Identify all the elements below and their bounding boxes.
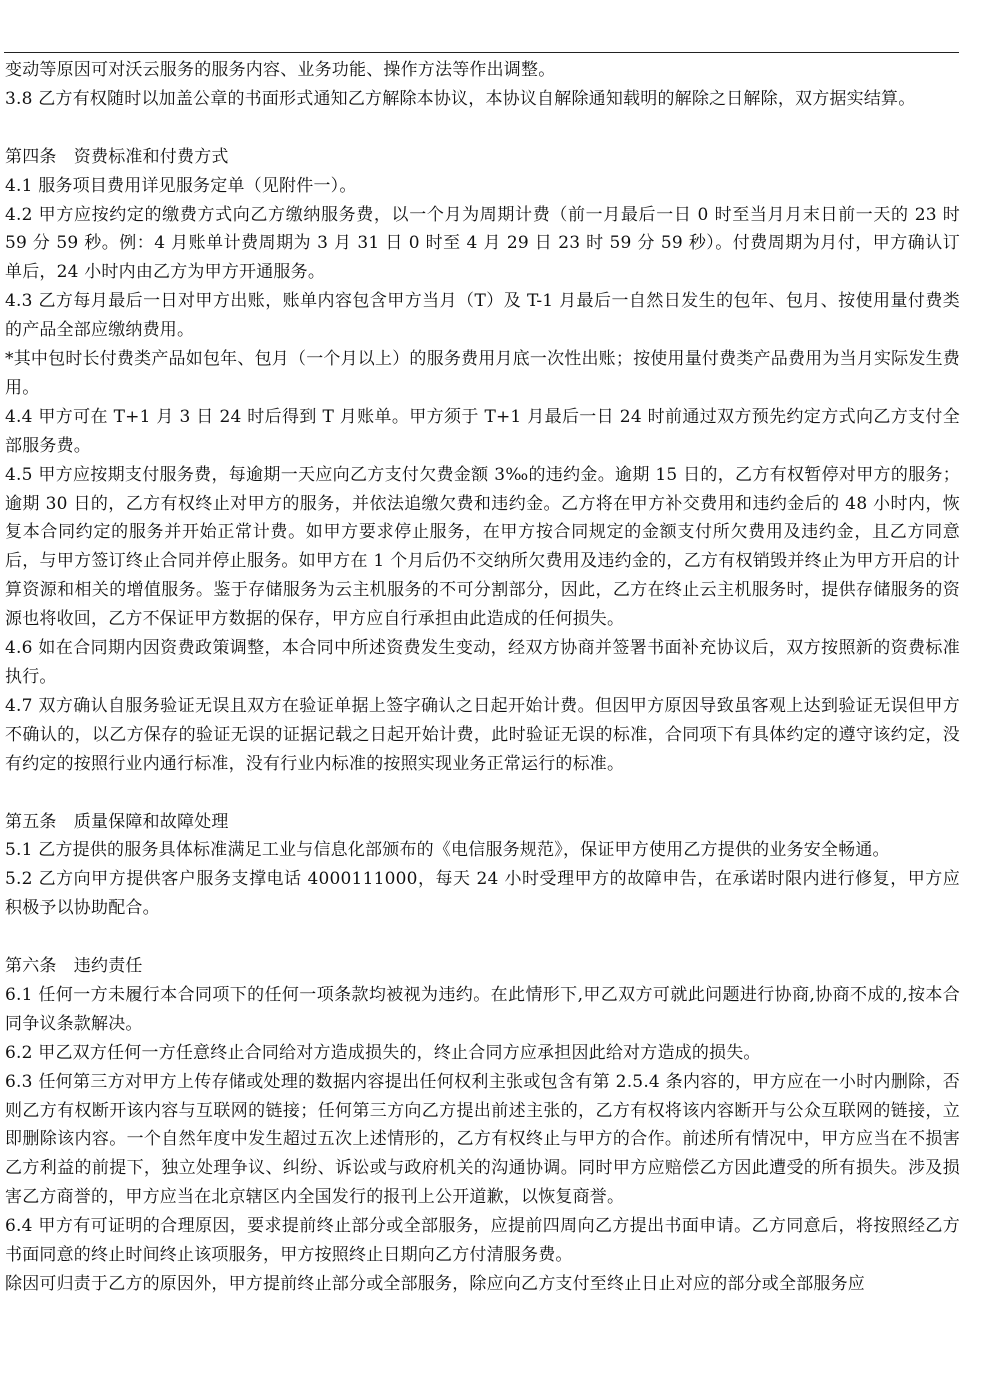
header-rule	[4, 52, 959, 53]
blank-line	[5, 779, 960, 808]
blank-line	[5, 923, 960, 952]
paragraph-4-3-note: *其中包时长付费类产品如包年、包月（一个月以上）的服务费用月底一次性出账；按使用量付费类产品费用为当月实际发生费用。	[5, 349, 960, 398]
paragraph-4-7: 4.7 双方确认自服务验证无误且双方在验证单据上签字确认之日起开始计费。但因甲方原因导致虽客观上达到验证无误但甲方不确认的，以乙方保存的验证无误的证据记载之日起开始计费，此时验证无误的标准，合同项下有具体约定的遵守该约定，没有约定的按照行业内通行标准，没有行业内标准的按照实现业务正常运行的标准。	[5, 695, 960, 774]
paragraph-4-1: 4.1 服务项目费用详见服务定单（见附件一）。	[5, 175, 357, 196]
paragraph-4-5: 4.5 甲方应按期支付服务费，每逾期一天应向乙方支付欠费金额 3‰的违约金。逾期 15 日的，乙方有权暂停对甲方的服务；逾期 30 日的，乙方有权终止对甲方的服务，并依法追缴欠费和违约金。乙方将在甲方补交费用和违约金后的 48 小时内，恢复本合同约定的服务并开始正常计费。如甲方要求停止服务，在甲方按合同规定的金额支付所欠费用及违约金，且乙方同意后，与甲方签订终止合同并停止服务。如甲方在 1 个月后仍不交纳所欠费用及违约金的，乙方有权销毁并终止为甲方开启的计算资源和相关的增值服务。鉴于存储服务为云主机服务的不可分割部分，因此，乙方在终止云主机服务时，提供存储服务的资源也将收回，乙方不保证甲方数据的保存，甲方应自行承担由此造成的任何损失。	[5, 464, 960, 630]
section-heading-4: 第四条 资费标准和付费方式	[5, 146, 229, 167]
paragraph-5-2: 5.2 乙方向甲方提供客户服务支撑电话 4000111000，每天 24 小时受理甲方的故障申告，在承诺时限内进行修复，甲方应积极予以协助配合。	[5, 869, 960, 919]
section-heading-5: 第五条 质量保障和故障处理	[5, 811, 229, 832]
paragraph-3-7-tail: 变动等原因可对沃云服务的服务内容、业务功能、操作方法等作出调整。	[5, 60, 556, 80]
paragraph-6-1: 6.1 任何一方未履行本合同项下的任何一项条款均被视为违约。在此情形下,甲乙双方可就此问题进行协商,协商不成的,按本合同争议条款解决。	[5, 984, 960, 1034]
paragraph-6-3: 6.3 任何第三方对甲方上传存储或处理的数据内容提出任何权利主张或包含有第 2.5.4 条内容的，甲方应在一小时内删除，否则乙方有权断开该内容与互联网的链接；任何第三方向乙方提出前述主张的，乙方有权将该内容断开与公众互联网的链接，立即删除该内容。一个自然年度中发生超过五次上述情形的，乙方有权终止与甲方的合作。前述所有情况中，甲方应当在不损害乙方利益的前提下，独立处理争议、纠纷、诉讼或与政府机关的沟通协调。同时甲方应赔偿乙方因此遭受的所有损失。涉及损害乙方商誉的，甲方应当在北京辖区内全国发行的报刊上公开道歉，以恢复商誉。	[5, 1071, 960, 1208]
paragraph-3-8: 3.8 乙方有权随时以加盖公章的书面形式通知乙方解除本协议，本协议自解除通知载明的解除之日解除，双方据实结算。	[5, 88, 916, 109]
paragraph-5-1: 5.1 乙方提供的服务具体标准满足工业与信息化部颁布的《电信服务规范》，保证甲方使用乙方提供的业务安全畅通。	[5, 840, 890, 861]
paragraph-6-2: 6.2 甲乙双方任何一方任意终止合同给对方造成损失的，终止合同方应承担因此给对方造成的损失。	[5, 1042, 761, 1063]
paragraph-4-4: 4.4 甲方可在 T+1 月 3 日 24 时后得到 T 月账单。甲方须于 T+1 月最后一日 24 时前通过双方预先约定方式向乙方支付全部服务费。	[5, 406, 960, 456]
paragraph-4-3: 4.3 乙方每月最后一日对甲方出账，账单内容包含甲方当月（T）及 T-1 月最后一自然日发生的包年、包月、按使用量付费类的产品全部应缴纳费用。	[5, 291, 960, 341]
paragraph-6-4: 6.4 甲方有可证明的合理原因，要求提前终止部分或全部服务，应提前四周向乙方提出书面申请。乙方同意后，将按照经乙方书面同意的终止时间终止该项服务，甲方按照终止日期向乙方付清服务费。	[5, 1216, 960, 1266]
paragraph-4-2: 4.2 甲方应按约定的缴费方式向乙方缴纳服务费，以一个月为周期计费（前一月最后一日 0 时至当月月末日前一天的 23 时 59 分 59 秒。例：4 月账单计费周期为 3 月 31 日 0 时至 4 月 29 日 23 时 59 分 59 秒）。付费周期为月付，甲方确认订单后，24 小时内由乙方为甲方开通服务。	[5, 204, 960, 283]
paragraph-6-4-continued: 除因可归责于乙方的原因外，甲方提前终止部分或全部服务，除应向乙方支付至终止日止对应的部分或全部服务应	[5, 1274, 865, 1295]
section-heading-6: 第六条 违约责任	[5, 956, 143, 977]
blank-line	[5, 114, 960, 143]
document-body	[5, 56, 960, 1299]
paragraph-4-6: 4.6 如在合同期内因资费政策调整，本合同中所述资费发生变动，经双方协商并签署书面补充协议后，双方按照新的资费标准执行。	[5, 638, 960, 688]
